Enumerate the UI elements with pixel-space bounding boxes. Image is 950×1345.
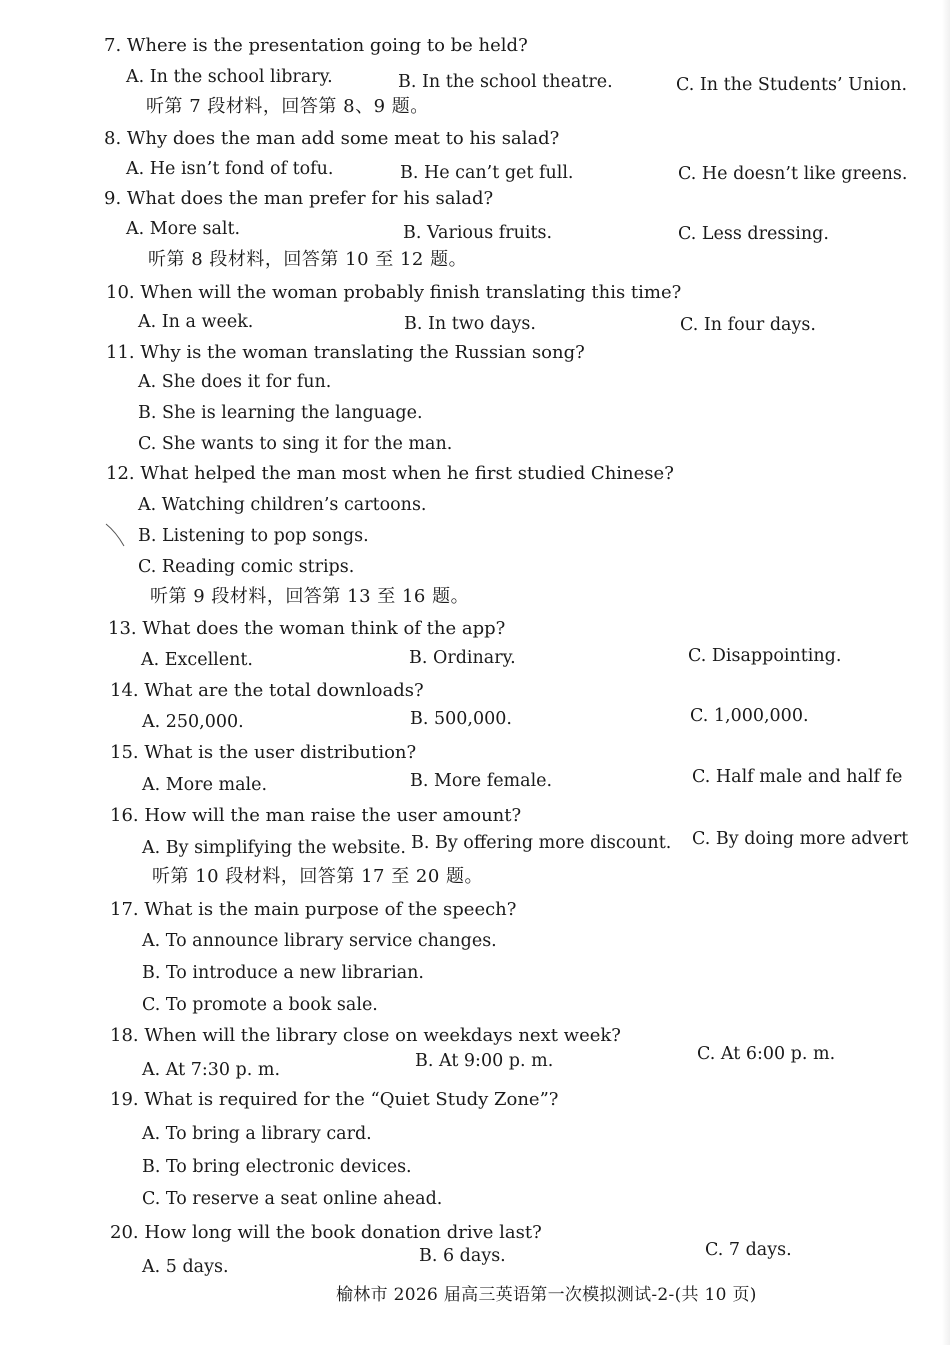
question-9-option-b: B. Various fruits. [403, 223, 553, 243]
question-16-stem: 16. How will the man raise the user amount? [110, 805, 522, 826]
question-20-option-c: C. 7 days. [705, 1240, 792, 1260]
question-8-option-c: C. He doesn’t like greens. [678, 164, 908, 184]
question-7-option-a: A. In the school library. [126, 67, 333, 87]
question-13-option-a: A. Excellent. [141, 650, 253, 670]
question-7-option-c: C. In the Students’ Union. [676, 75, 908, 95]
question-11-stem: 11. Why is the woman translating the Russian song? [106, 342, 585, 363]
question-19-option-a: A. To bring a library card. [142, 1124, 372, 1144]
question-17-option-c: C. To promote a book sale. [142, 995, 378, 1015]
question-11-option-c: C. She wants to sing it for the man. [138, 434, 453, 454]
question-12-option-c: C. Reading comic strips. [138, 557, 355, 577]
question-18-stem: 18. When will the library close on weekdays next week? [110, 1025, 621, 1046]
question-15-option-a: A. More male. [142, 775, 268, 795]
question-9-stem: 9. What does the man prefer for his salad? [104, 188, 494, 209]
question-16-option-a: A. By simplifying the website. [142, 838, 406, 858]
question-15-option-c: C. Half male and half fe [692, 767, 903, 787]
question-8-stem: 8. Why does the man add some meat to his salad? [104, 128, 560, 149]
question-13-stem: 13. What does the woman think of the app? [108, 618, 506, 639]
question-18-option-b: B. At 9:00 p. m. [415, 1051, 554, 1071]
question-8-option-a: A. He isn’t fond of tofu. [126, 159, 334, 179]
question-15-option-b: B. More female. [410, 771, 553, 791]
question-10-option-c: C. In four days. [680, 315, 816, 335]
section-7-instruction: 听第 7 段材料，回答第 8、9 题。 [146, 96, 429, 117]
question-11-option-b: B. She is learning the language. [138, 403, 423, 423]
section-10-instruction: 听第 10 段材料，回答第 17 至 20 题。 [152, 866, 484, 887]
question-18-option-a: A. At 7:30 p. m. [142, 1060, 281, 1080]
question-20-option-b: B. 6 days. [419, 1246, 506, 1266]
question-17-option-a: A. To announce library service changes. [142, 931, 497, 951]
scan-edge-shadow [942, 0, 950, 1345]
question-14-stem: 14. What are the total downloads? [110, 680, 424, 701]
question-10-stem: 10. When will the woman probably finish translating this time? [106, 282, 682, 303]
question-19-option-c: C. To reserve a seat online ahead. [142, 1189, 443, 1209]
question-9-option-a: A. More salt. [126, 219, 241, 239]
question-15-stem: 15. What is the user distribution? [110, 742, 417, 763]
question-19-option-b: B. To bring electronic devices. [142, 1157, 412, 1177]
question-16-option-c: C. By doing more advert [692, 829, 909, 849]
question-13-option-b: B. Ordinary. [409, 648, 516, 668]
pen-stroke-mark [104, 522, 126, 548]
question-12-option-a: A. Watching children’s cartoons. [138, 495, 427, 515]
question-20-option-a: A. 5 days. [142, 1257, 229, 1277]
question-13-option-c: C. Disappointing. [688, 646, 842, 666]
page-footer: 榆林市 2026 届高三英语第一次模拟测试-2-(共 10 页) [336, 1285, 757, 1305]
question-12-stem: 12. What helped the man most when he first studied Chinese? [106, 463, 674, 484]
question-14-option-a: A. 250,000. [142, 712, 244, 732]
section-9-instruction: 听第 9 段材料，回答第 13 至 16 题。 [150, 586, 470, 607]
question-10-option-a: A. In a week. [138, 312, 254, 332]
question-19-stem: 19. What is required for the “Quiet Study Zone”? [110, 1089, 559, 1110]
question-20-stem: 20. How long will the book donation drive last? [110, 1222, 542, 1243]
question-8-option-b: B. He can’t get full. [400, 163, 574, 183]
question-14-option-c: C. 1,000,000. [690, 706, 809, 726]
question-9-option-c: C. Less dressing. [678, 224, 829, 244]
question-14-option-b: B. 500,000. [410, 709, 512, 729]
question-16-option-b: B. By offering more discount. [411, 833, 672, 853]
question-18-option-c: C. At 6:00 p. m. [697, 1044, 836, 1064]
question-17-option-b: B. To introduce a new librarian. [142, 963, 424, 983]
question-12-option-b: B. Listening to pop songs. [138, 526, 369, 546]
question-17-stem: 17. What is the main purpose of the speech? [110, 899, 517, 920]
question-7-option-b: B. In the school theatre. [398, 72, 613, 92]
section-8-instruction: 听第 8 段材料，回答第 10 至 12 题。 [148, 249, 468, 270]
question-11-option-a: A. She does it for fun. [138, 372, 332, 392]
question-7-stem: 7. Where is the presentation going to be held? [104, 35, 528, 56]
question-10-option-b: B. In two days. [404, 314, 536, 334]
